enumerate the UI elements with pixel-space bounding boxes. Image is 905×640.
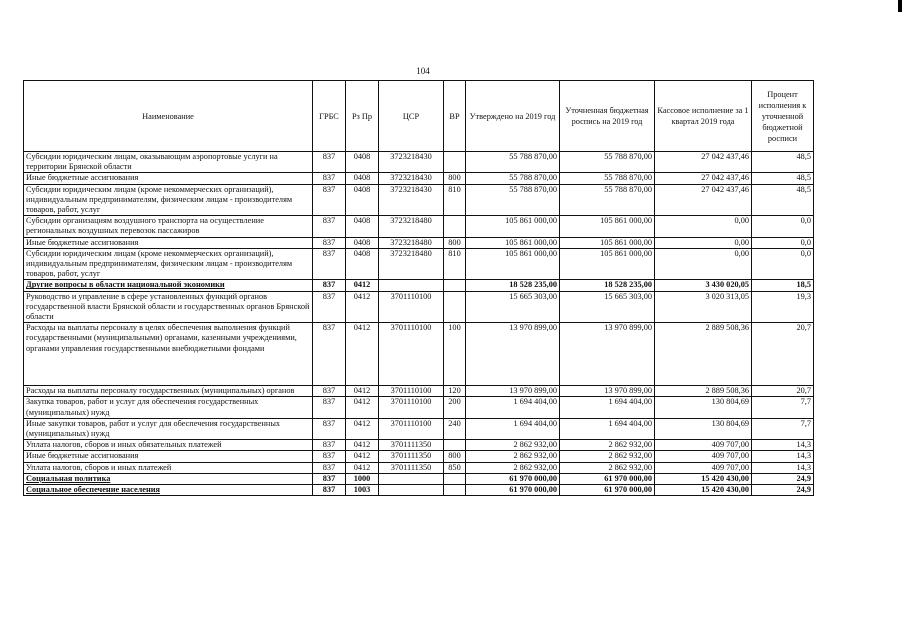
cell-vr: 800 — [444, 173, 466, 184]
table-row — [24, 440, 814, 451]
cell-approved: 55 788 870,00 — [466, 173, 560, 184]
cell-csr: 3701110100 — [379, 291, 444, 323]
cell-csr — [379, 280, 444, 291]
cell-name: Социальное обеспечение населения — [24, 485, 313, 496]
cell-percent: 19,3 — [752, 291, 814, 323]
cell-grbs: 837 — [313, 237, 346, 248]
cell-percent: 0,0 — [752, 216, 814, 237]
budget-table — [23, 80, 814, 496]
cell-name: Субсидии организациям воздушного транспорта на осуществление региональных воздушных перевозок пассажиров — [24, 216, 313, 237]
cell-grbs: 837 — [313, 485, 346, 496]
table-row — [24, 248, 814, 280]
cell-csr: 3723218430 — [379, 173, 444, 184]
cell-approved: 1 694 404,00 — [466, 418, 560, 439]
cell-csr — [379, 473, 444, 484]
cell-approved: 1 694 404,00 — [466, 397, 560, 418]
cell-vr — [444, 473, 466, 484]
cell-rzpr: 0412 — [346, 280, 379, 291]
cell-grbs: 837 — [313, 473, 346, 484]
cell-name: Руководство и управление в сфере установленных функций органов государственной власти Брянской области и государственных органов Брянской области — [24, 291, 313, 323]
col-header-cash: Кассовое исполнение за 1 квартал 2019 года — [655, 81, 752, 152]
cell-percent: 14,3 — [752, 462, 814, 473]
cell-csr: 3701111350 — [379, 462, 444, 473]
cell-approved: 13 970 899,00 — [466, 323, 560, 386]
cell-vr: 850 — [444, 462, 466, 473]
cell-refined: 55 788 870,00 — [560, 152, 655, 173]
cell-vr: 800 — [444, 451, 466, 462]
cell-percent: 48,5 — [752, 173, 814, 184]
cell-vr — [444, 152, 466, 173]
cell-cash: 27 042 437,46 — [655, 184, 752, 216]
cell-name: Субсидии юридическим лицам (кроме некоммерческих организаций), индивидуальным предпринимателям, физическим лицам - производителям товаров, работ, услуг — [24, 248, 313, 280]
table-row — [24, 485, 814, 496]
cell-name: Иные бюджетные ассигнования — [24, 451, 313, 462]
cell-rzpr: 0412 — [346, 440, 379, 451]
table-row — [24, 237, 814, 248]
cell-csr: 3723218480 — [379, 237, 444, 248]
cell-approved: 2 862 932,00 — [466, 462, 560, 473]
cell-percent: 24,9 — [752, 473, 814, 484]
cell-cash: 27 042 437,46 — [655, 152, 752, 173]
cell-vr: 240 — [444, 418, 466, 439]
table-row — [24, 152, 814, 173]
cell-name: Иные закупки товаров, работ и услуг для обеспечения государственных (муниципальных) нужд — [24, 418, 313, 439]
cell-name: Уплата налогов, сборов и иных обязательных платежей — [24, 440, 313, 451]
cell-cash: 15 420 430,00 — [655, 473, 752, 484]
col-header-csr: ЦСР — [379, 81, 444, 152]
cell-refined: 13 970 899,00 — [560, 323, 655, 386]
cell-rzpr: 1000 — [346, 473, 379, 484]
cell-refined: 18 528 235,00 — [560, 280, 655, 291]
cell-vr — [444, 291, 466, 323]
cell-approved: 15 665 303,00 — [466, 291, 560, 323]
cell-csr: 3723218480 — [379, 216, 444, 237]
cell-vr — [444, 485, 466, 496]
cell-approved: 105 861 000,00 — [466, 237, 560, 248]
cell-vr: 810 — [444, 248, 466, 280]
cell-grbs: 837 — [313, 152, 346, 173]
cell-grbs: 837 — [313, 386, 346, 397]
cell-percent: 20,7 — [752, 386, 814, 397]
cell-rzpr: 0412 — [346, 386, 379, 397]
cell-name: Расходы на выплаты персоналу в целях обеспечения выполнения функций государственными (муниципальными) органами, казенными учреждениями, органами управления государственными внебюджетными фондами — [24, 323, 313, 386]
cell-percent: 48,5 — [752, 152, 814, 173]
cell-rzpr: 0408 — [346, 216, 379, 237]
cell-rzpr: 0412 — [346, 418, 379, 439]
cell-cash: 15 420 430,00 — [655, 485, 752, 496]
cell-approved: 13 970 899,00 — [466, 386, 560, 397]
cell-refined: 61 970 000,00 — [560, 485, 655, 496]
cell-approved: 2 862 932,00 — [466, 451, 560, 462]
cell-cash: 130 804,69 — [655, 397, 752, 418]
cell-approved: 61 970 000,00 — [466, 473, 560, 484]
cell-name: Субсидии юридическим лицам (кроме некоммерческих организаций), индивидуальным предпринимателям, физическим лицам - производителям товаров, работ, услуг — [24, 184, 313, 216]
cell-refined: 13 970 899,00 — [560, 386, 655, 397]
table-row — [24, 216, 814, 237]
cell-refined: 2 862 932,00 — [560, 462, 655, 473]
cell-vr: 800 — [444, 237, 466, 248]
table-row — [24, 184, 814, 216]
cell-vr — [444, 280, 466, 291]
cell-rzpr: 0408 — [346, 152, 379, 173]
cell-refined: 105 861 000,00 — [560, 248, 655, 280]
cell-name: Закупка товаров, работ и услуг для обеспечения государственных (муниципальных) нужд — [24, 397, 313, 418]
edge-mark — [898, 0, 902, 12]
cell-approved: 105 861 000,00 — [466, 248, 560, 280]
cell-cash: 409 707,00 — [655, 451, 752, 462]
cell-rzpr: 0412 — [346, 451, 379, 462]
cell-csr — [379, 485, 444, 496]
cell-grbs: 837 — [313, 418, 346, 439]
cell-approved: 2 862 932,00 — [466, 440, 560, 451]
table-row — [24, 291, 814, 323]
cell-cash: 0,00 — [655, 237, 752, 248]
cell-approved: 61 970 000,00 — [466, 485, 560, 496]
cell-cash: 409 707,00 — [655, 440, 752, 451]
cell-percent: 18,5 — [752, 280, 814, 291]
cell-approved: 55 788 870,00 — [466, 152, 560, 173]
header-row — [24, 81, 814, 152]
page-number: 104 — [416, 66, 430, 76]
cell-refined: 55 788 870,00 — [560, 173, 655, 184]
cell-vr: 200 — [444, 397, 466, 418]
cell-grbs: 837 — [313, 440, 346, 451]
col-header-vr: ВР — [444, 81, 466, 152]
col-header-grbs: ГРБС — [313, 81, 346, 152]
cell-vr: 100 — [444, 323, 466, 386]
cell-percent: 0,0 — [752, 248, 814, 280]
cell-cash: 2 889 508,36 — [655, 386, 752, 397]
cell-csr: 3701111350 — [379, 440, 444, 451]
cell-name: Социальная политика — [24, 473, 313, 484]
cell-csr: 3701110100 — [379, 386, 444, 397]
cell-vr: 810 — [444, 184, 466, 216]
table-row — [24, 418, 814, 439]
cell-refined: 2 862 932,00 — [560, 440, 655, 451]
cell-rzpr: 0412 — [346, 323, 379, 386]
cell-refined: 61 970 000,00 — [560, 473, 655, 484]
cell-csr: 3701110100 — [379, 418, 444, 439]
cell-cash: 0,00 — [655, 216, 752, 237]
cell-percent: 24,9 — [752, 485, 814, 496]
cell-refined: 55 788 870,00 — [560, 184, 655, 216]
cell-cash: 0,00 — [655, 248, 752, 280]
cell-grbs: 837 — [313, 280, 346, 291]
table-row — [24, 173, 814, 184]
cell-refined: 105 861 000,00 — [560, 237, 655, 248]
cell-grbs: 837 — [313, 397, 346, 418]
cell-name: Субсидии юридическим лицам, оказывающим аэропортовые услуги на территории Брянской области — [24, 152, 313, 173]
cell-name: Другие вопросы в области национальной экономики — [24, 280, 313, 291]
cell-cash: 3 020 313,05 — [655, 291, 752, 323]
cell-refined: 105 861 000,00 — [560, 216, 655, 237]
cell-grbs: 837 — [313, 451, 346, 462]
cell-rzpr: 0408 — [346, 173, 379, 184]
cell-rzpr: 1003 — [346, 485, 379, 496]
cell-grbs: 837 — [313, 248, 346, 280]
cell-csr: 3701110100 — [379, 323, 444, 386]
cell-refined: 15 665 303,00 — [560, 291, 655, 323]
cell-rzpr: 0408 — [346, 184, 379, 216]
cell-approved: 105 861 000,00 — [466, 216, 560, 237]
cell-vr — [444, 440, 466, 451]
cell-grbs: 837 — [313, 323, 346, 386]
cell-grbs: 837 — [313, 173, 346, 184]
cell-vr — [444, 216, 466, 237]
col-header-rzpr: Рз Пр — [346, 81, 379, 152]
cell-rzpr: 0408 — [346, 237, 379, 248]
cell-percent: 14,3 — [752, 440, 814, 451]
col-header-approved: Утверждено на 2019 год — [466, 81, 560, 152]
cell-csr: 3723218480 — [379, 248, 444, 280]
cell-cash: 3 430 020,05 — [655, 280, 752, 291]
cell-approved: 18 528 235,00 — [466, 280, 560, 291]
cell-rzpr: 0412 — [346, 397, 379, 418]
table-row — [24, 397, 814, 418]
cell-cash: 130 804,69 — [655, 418, 752, 439]
cell-grbs: 837 — [313, 216, 346, 237]
cell-rzpr: 0412 — [346, 462, 379, 473]
table-row — [24, 323, 814, 386]
cell-percent: 20,7 — [752, 323, 814, 386]
table-row — [24, 451, 814, 462]
cell-vr: 120 — [444, 386, 466, 397]
cell-percent: 7,7 — [752, 397, 814, 418]
cell-cash: 409 707,00 — [655, 462, 752, 473]
table-row — [24, 280, 814, 291]
table-row — [24, 473, 814, 484]
cell-grbs: 837 — [313, 462, 346, 473]
cell-name: Расходы на выплаты персоналу государственных (муниципальных) органов — [24, 386, 313, 397]
col-header-name: Наименование — [24, 81, 313, 152]
cell-refined: 1 694 404,00 — [560, 397, 655, 418]
cell-approved: 55 788 870,00 — [466, 184, 560, 216]
cell-rzpr: 0408 — [346, 248, 379, 280]
cell-percent: 48,5 — [752, 184, 814, 216]
cell-csr: 3723218430 — [379, 184, 444, 216]
cell-cash: 27 042 437,46 — [655, 173, 752, 184]
cell-cash: 2 889 508,36 — [655, 323, 752, 386]
cell-csr: 3701111350 — [379, 451, 444, 462]
cell-grbs: 837 — [313, 184, 346, 216]
cell-name: Уплата налогов, сборов и иных платежей — [24, 462, 313, 473]
cell-percent: 14,3 — [752, 451, 814, 462]
table-row — [24, 386, 814, 397]
cell-csr: 3723218430 — [379, 152, 444, 173]
cell-name: Иные бюджетные ассигнования — [24, 237, 313, 248]
table-body — [24, 152, 814, 496]
table-row — [24, 462, 814, 473]
cell-grbs: 837 — [313, 291, 346, 323]
col-header-refined: Уточненная бюджетная роспись на 2019 год — [560, 81, 655, 152]
cell-name: Иные бюджетные ассигнования — [24, 173, 313, 184]
cell-percent: 7,7 — [752, 418, 814, 439]
cell-refined: 1 694 404,00 — [560, 418, 655, 439]
col-header-percent: Процент исполнения к уточненной бюджетной росписи — [752, 81, 814, 152]
cell-percent: 0,0 — [752, 237, 814, 248]
cell-csr: 3701110100 — [379, 397, 444, 418]
cell-refined: 2 862 932,00 — [560, 451, 655, 462]
cell-rzpr: 0412 — [346, 291, 379, 323]
